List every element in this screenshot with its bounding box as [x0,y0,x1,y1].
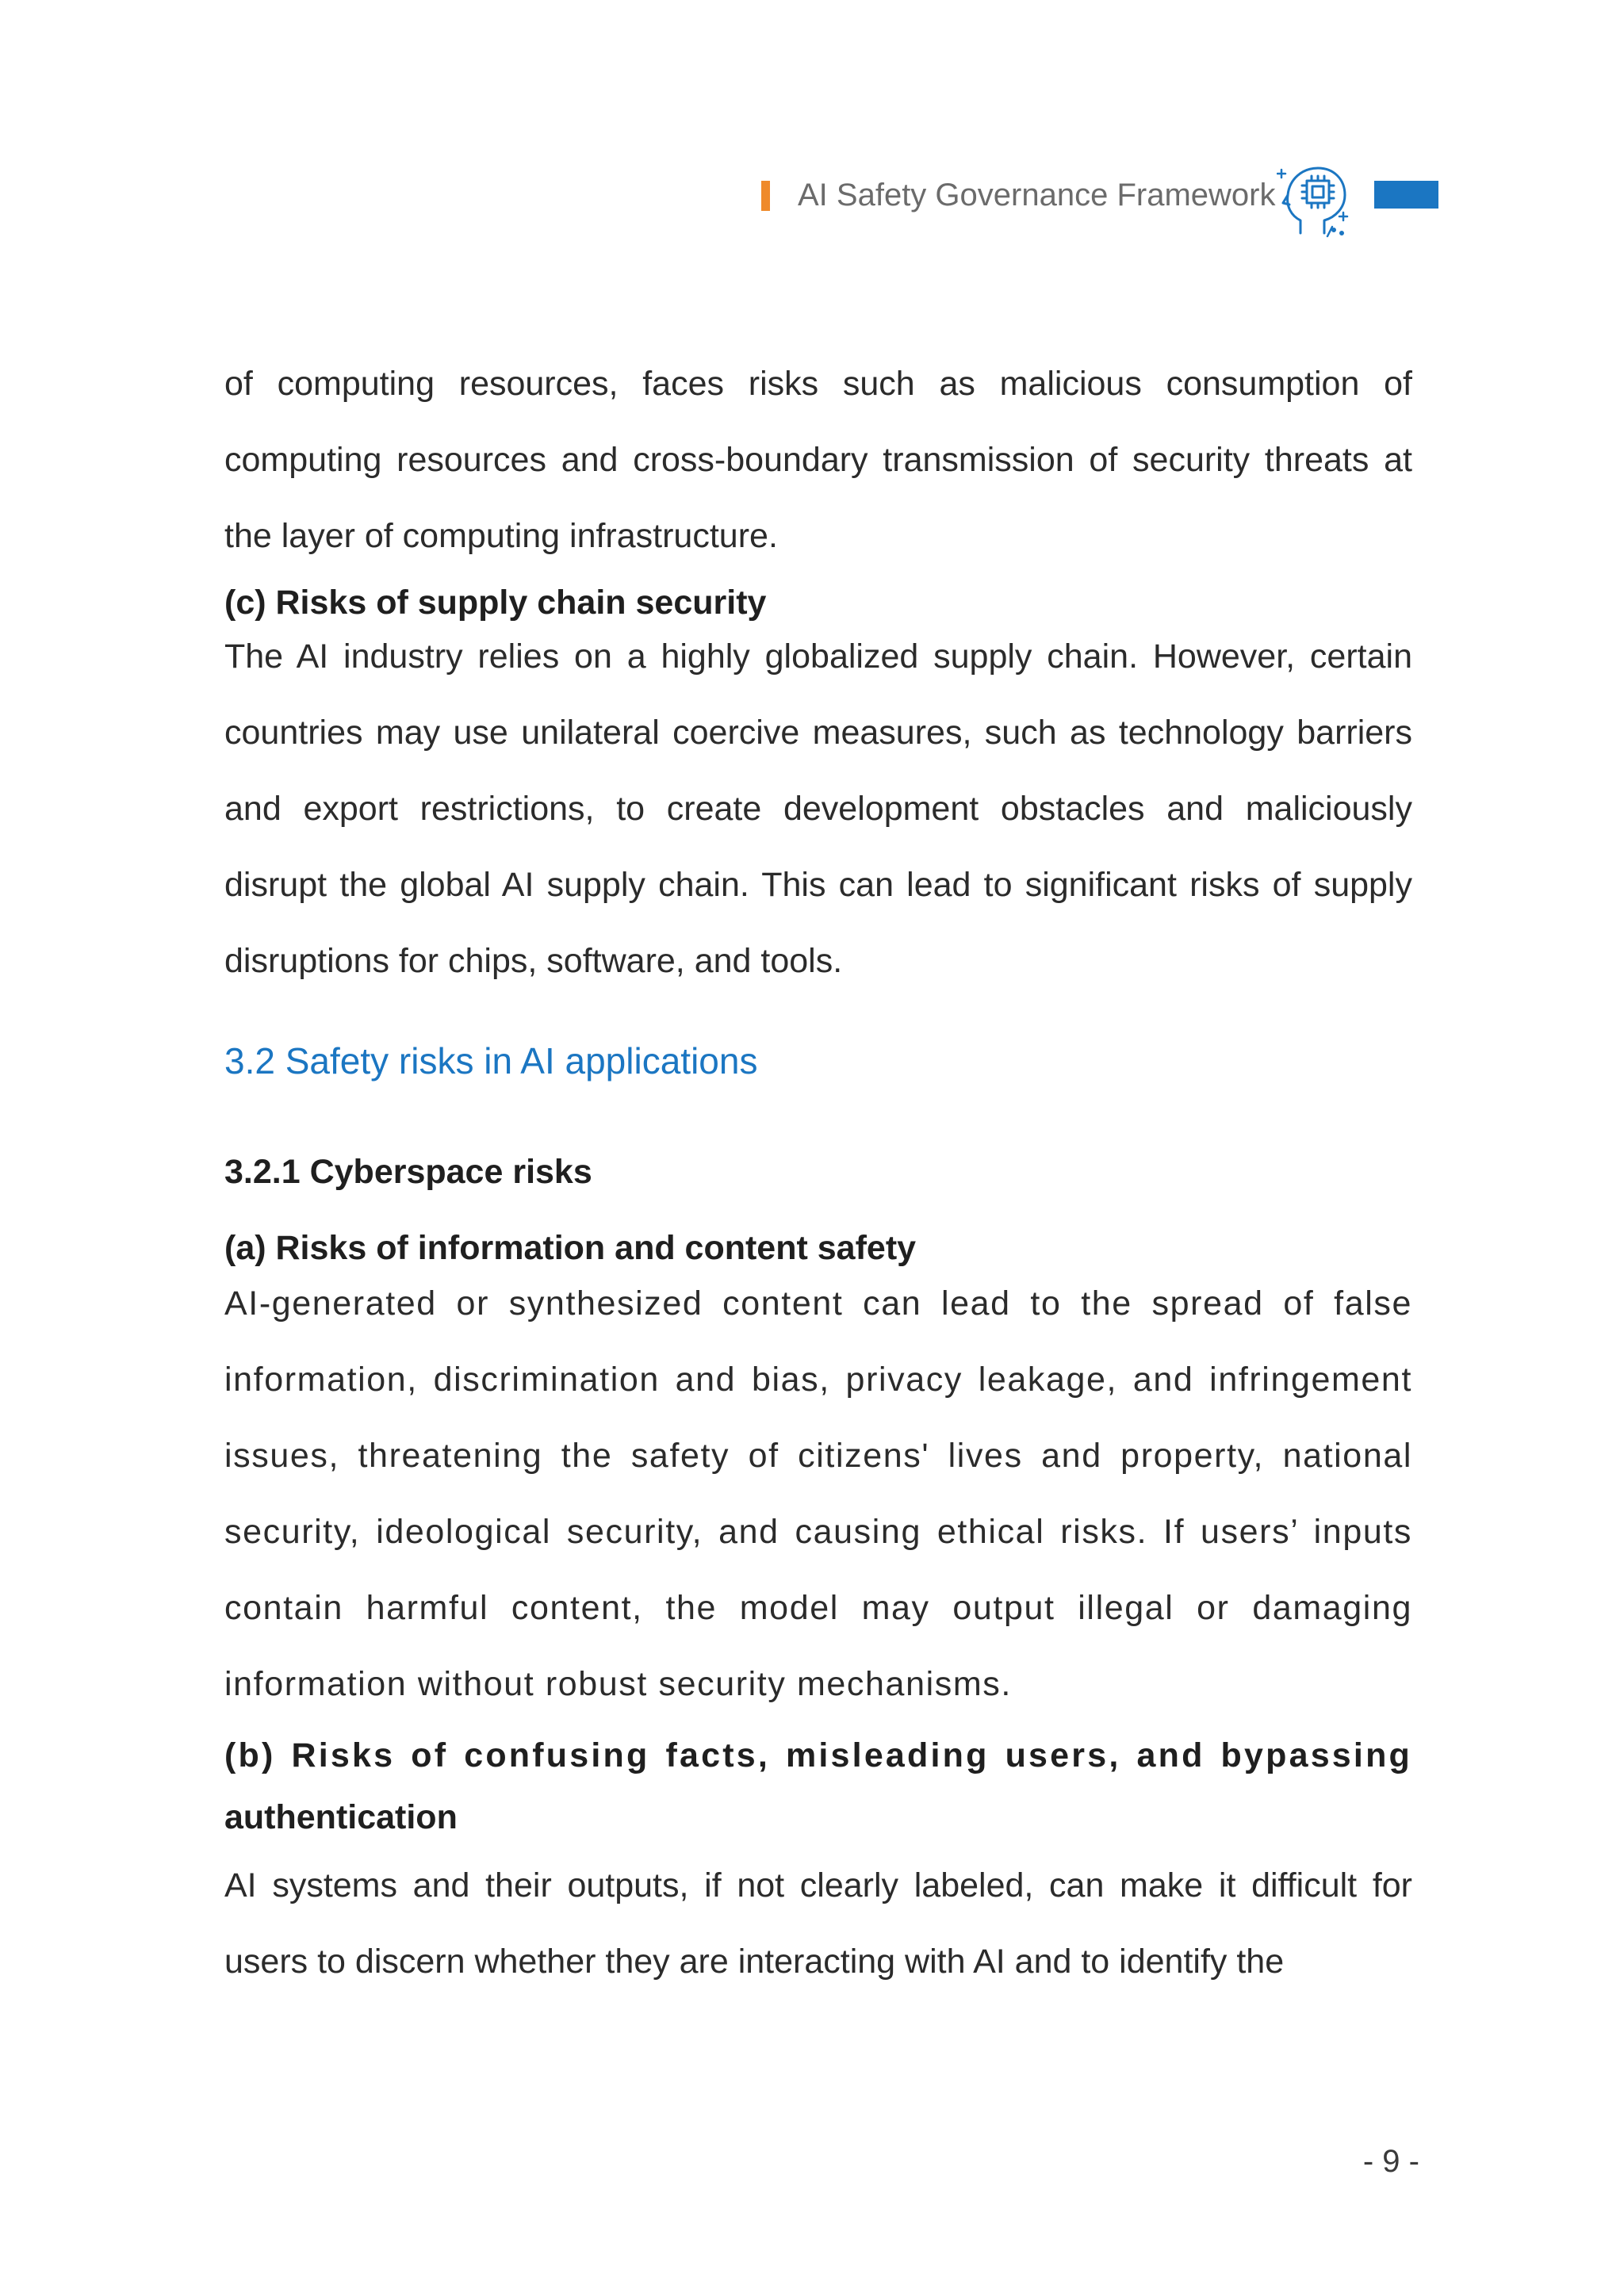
ai-head-chip-icon [1277,157,1356,239]
header-blue-block [1374,181,1438,209]
paragraph-ai-labeling: AI systems and their outputs, if not clearly labeled, can make it difficult for users to discern whether they are interacting with AI and to identify the [224,1866,1412,1981]
page-number: - 9 - [1362,2144,1419,2179]
page-content [224,346,1412,2000]
paragraph-content-safety: AI-generated or synthesized content can lead to the spread of false information, discrimination and bias, privacy leakage, and infringement issues, threatening the safety of citizens' lives and property, national security, ideological security, and causing ethical risks. If users’ inputs contain harmful content, the model may output illegal or damaging information without robust security mechanisms. [224,1284,1412,1703]
heading-content-safety: (a) Risks of information and content safety [224,1229,917,1267]
header-title: AI Safety Governance Framework [798,178,1276,212]
running-header [761,157,1439,244]
heading-supply-chain-risks: (c) Risks of supply chain security [224,584,767,622]
section-title-3-2: 3.2 Safety risks in AI applications [224,1040,758,1081]
heading-confusing-facts-line-2: authentication [224,1798,458,1836]
paragraph-computing-resources: of computing resources, faces risks such as malicious consumption of computing resources and cross-boundary transmission of security threats at the layer of computing infrastructure. [224,365,1412,555]
paragraph-supply-chain: The AI industry relies on a highly globalized supply chain. However, certain countries may use unilateral coercive measures, such as technology barriers and export restrictions, to create development obstacles and maliciously disrupt the global AI supply chain. This can lead to significant risks of supply disruptions for chips, software, and tools. [224,637,1412,980]
heading-confusing-facts-line-1: (b) Risks of confusing facts, misleading users, and bypassing [224,1736,1412,1774]
subsection-title-3-2-1: 3.2.1 Cyberspace risks [224,1153,592,1191]
header-accent-bar [761,181,770,211]
